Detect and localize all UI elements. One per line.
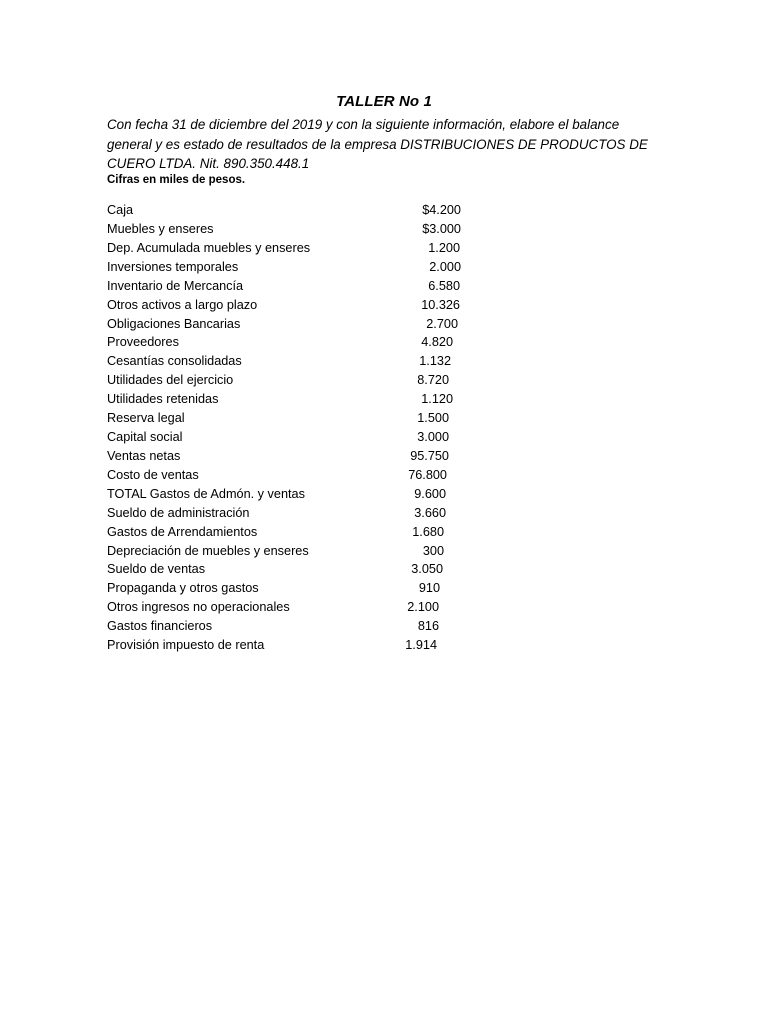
account-value: 2.100 — [407, 600, 439, 614]
account-value: 9.600 — [414, 487, 446, 501]
account-value: 1.120 — [421, 392, 453, 406]
intro-line: Con fecha 31 de diciembre del 2019 y con la siguiente información, elabore el balance — [107, 117, 620, 132]
account-label: Costo de ventas — [107, 468, 199, 482]
account-value: 76.800 — [408, 468, 447, 482]
account-label: Gastos financieros — [107, 619, 213, 633]
account-value: 1.132 — [419, 354, 451, 368]
account-label: Obligaciones Bancarias — [107, 317, 241, 331]
account-value: 4.820 — [421, 335, 453, 349]
account-value: 6.580 — [428, 279, 460, 293]
account-value: 816 — [417, 619, 439, 633]
account-label: Sueldo de ventas — [107, 562, 206, 576]
account-label: TOTAL Gastos de Admón. y ventas — [107, 487, 305, 501]
account-value: 1.680 — [412, 525, 444, 539]
account-label: Ventas netas — [107, 449, 181, 463]
account-value: 10.326 — [421, 298, 460, 312]
document-title: TALLER No 1 — [336, 93, 432, 110]
account-label: Gastos de Arrendamientos — [107, 525, 258, 539]
account-value: 1.914 — [405, 638, 437, 652]
account-label: Cesantías consolidadas — [107, 354, 242, 368]
intro-line: general y es estado de resultados de la empresa DISTRIBUCIONES DE PRODUCTOS DE — [107, 136, 648, 152]
account-value: $3.000 — [422, 222, 461, 236]
account-value: 2.700 — [426, 317, 458, 331]
account-label: Proveedores — [107, 335, 179, 349]
account-value: 1.200 — [428, 241, 460, 255]
account-label: Inventario de Mercancía — [107, 279, 244, 293]
account-value: 8.720 — [417, 373, 449, 387]
account-value: 910 — [418, 581, 440, 595]
account-value: 2.000 — [429, 260, 461, 274]
account-value: 95.750 — [410, 449, 449, 463]
account-label: Capital social — [107, 430, 183, 444]
account-label: Sueldo de administración — [107, 506, 250, 520]
account-value: 3.000 — [417, 430, 449, 444]
account-label: Inversiones temporales — [107, 260, 239, 274]
units-note: Cifras en miles de pesos. — [107, 174, 246, 186]
account-label: Provisión impuesto de renta — [107, 638, 265, 652]
account-value: 1.500 — [417, 411, 449, 425]
account-label: Utilidades del ejercicio — [107, 373, 234, 387]
account-value: 3.050 — [411, 562, 443, 576]
account-label: Otros activos a largo plazo — [107, 298, 258, 312]
account-label: Otros ingresos no operacionales — [107, 600, 290, 614]
account-label: Dep. Acumulada muebles y enseres — [107, 241, 311, 255]
account-label: Caja — [107, 203, 134, 217]
account-label: Propaganda y otros gastos — [107, 581, 259, 595]
account-label: Reserva legal — [107, 411, 185, 425]
intro-line: CUERO LTDA. Nit. 890.350.448.1 — [107, 156, 310, 171]
account-label: Utilidades retenidas — [107, 392, 219, 406]
account-value: 300 — [422, 544, 444, 558]
account-label: Depreciación de muebles y enseres — [107, 544, 309, 558]
account-label: Muebles y enseres — [107, 222, 214, 236]
account-value: $4.200 — [422, 203, 461, 217]
account-value: 3.660 — [414, 506, 446, 520]
